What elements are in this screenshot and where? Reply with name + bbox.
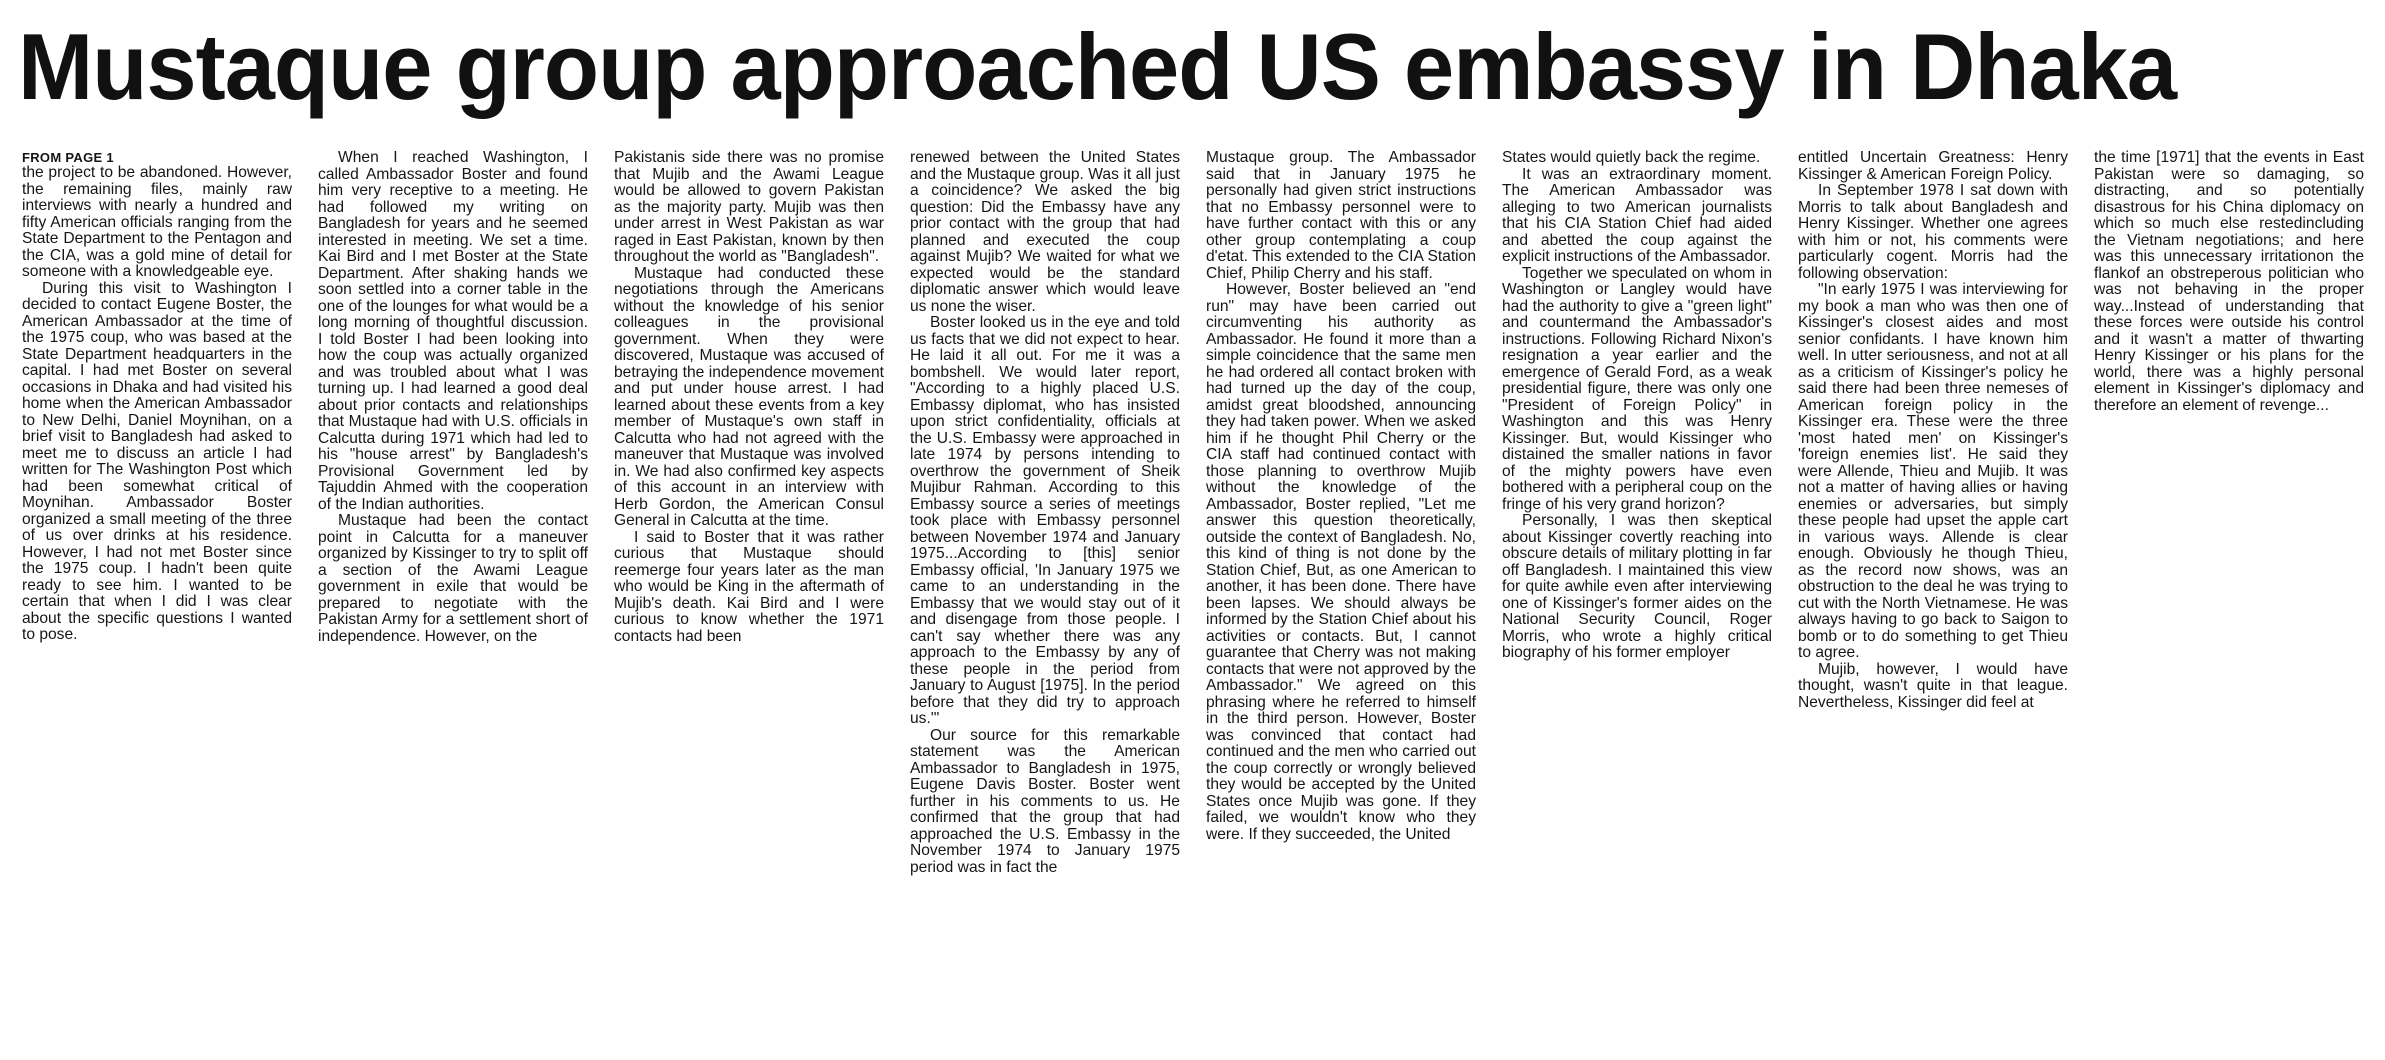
column-5 (1206, 150, 1476, 1050)
paragraph: the project to be abandoned. However, the remaining files, mainly raw interviews with nearly a hundred and fifty American officials ranging from the State Department to the Pentagon and the CIA, was a gold mine of detail for someone with a knowledgeable eye. (22, 164, 292, 280)
column-8 (2094, 150, 2364, 1050)
paragraph: Boster looked us in the eye and told us facts that we did not expect to hear. He laid it all out. For me it was a bombshell. We would later report, "According to a highly placed U.S. Embassy diplomat, who has insisted upon strict confidentiality, officials at the U.S. Embassy were approached in late 1974 by persons intending to overthrow the government of Sheik Mujibur Rahman. According to this Embassy source a series of meetings took place with Embassy personnel between November 1974 and January 1975...According to [this] senior Embassy official, 'In January 1975 we came to an understanding in the Embassy that we would stay out of it and disengage from those people. I can't say whether there was any approach to the Embassy by any of these people in the period from January to August [1975]. In the period before that they did try to approach us.'" (910, 314, 1180, 727)
column-3 (614, 150, 884, 1050)
paragraph: Mustaque had been the contact point in Calcutta for a maneuver organized by Kissinger to try to split off a section of the Awami League government in exile that would be prepared to negotiate with the Pakistan Army for a settlement short of independence. However, on the (318, 512, 588, 645)
paragraph: entitled Uncertain Greatness: Henry Kissinger & American Foreign Policy. (1798, 150, 2068, 183)
paragraph: It was an extraordinary moment. The American Ambassador was alleging to two American journalists that his CIA Station Chief had aided and abetted the coup against the explicit instructions of the Ambassador. (1502, 165, 1772, 265)
paragraph: "In early 1975 I was interviewing for my book a man who was then one of Kissinger's closest aides and most senior confidants. I have known him well. In utter seriousness, and not at all as a criticism of Kissinger's policy he said there had been three nemeses of American foreign policy in the Kissinger era. These were the three 'most hated men' on Kissinger's 'foreign enemies list'. He said they were Allende, Thieu and Mujib. It was not a matter of having allies or having enemies or adversaries, but simply these people had upset the apple cart in various ways. Allende is clear enough. Obviously he though Thieu, as the record now shows, was an obstruction to the deal he was trying to cut with the North Vietnamese. He was always having to go back to Saigon to bomb or to do something to get Thieu to agree. (1798, 281, 2068, 661)
paragraph: When I reached Washington, I called Ambassador Boster and found him very receptive to a meeting. He had followed my writing on Bangladesh for years and he seemed interested in meeting. We set a time. Kai Bird and I met Boster at the State Department. After shaking hands we soon settled into a corner table in the one of the lounges for what would be a long morning of thoughtful discussion. I told Boster I had been looking into how the coup was actually organized and was troubled about what I was turning up. I had learned a good deal about prior contacts and relationships that Mustaque had with U.S. officials in Calcutta during 1971 which had led to his "house arrest" by Bangladesh's Provisional Government led by Tajuddin Ahmed with the cooperation of the Indian authorities. (318, 150, 588, 513)
paragraph: In September 1978 I sat down with Morris to talk about Bangladesh and Henry Kissinger. Whether one agrees with him or not, his comments were particularly cogent. Morris had the following observation: (1798, 182, 2068, 282)
paragraph: During this visit to Washington I decided to contact Eugene Boster, the American Ambassador at the time of the 1975 coup, who was based at the State Department headquarters in the capital. I had met Boster on several occasions in Dhaka and had visited his home when the American Ambassador to New Delhi, Daniel Moynihan, on a brief visit to Bangladesh had asked to meet me to discuss an article I had written for The Washington Post which had been somewhat critical of Moynihan. Ambassador Boster organized a small meeting of the three of us over drinks at his residence. However, I had not met Boster since the 1975 coup. I hadn't been quite ready to see him. I wanted to be certain that when I did I was clear about the specific questions I wanted to pose. (22, 279, 292, 643)
paragraph: Together we speculated on whom in Washington or Langley would have had the authority to give a "green light" and countermand the Ambassador's instructions. Following Richard Nixon's resignation a year earlier and the emergence of Gerald Ford, as a weak presidential figure, there was only one "President of Foreign Policy" in Washington and this was Henry Kissinger. But, would Kissinger who distained the smaller nations in favor of the mighty powers have even bothered with a peripheral coup on the fringe of his very grand horizon? (1502, 264, 1772, 513)
paragraph: Our source for this remarkable statement was the American Ambassador to Bangladesh in 1975, Eugene Davis Boster. Boster went further in his comments to us. He confirmed that the group that had approached the U.S. Embassy in the November 1974 to January 1975 period was in fact the (910, 726, 1180, 876)
paragraph: Mustaque had conducted these negotiations through the Americans without the knowledge of his senior colleagues in the provisional government. When they were discovered, Mustaque was accused of betraying the independence movement and put under house arrest. I had learned about these events from a key member of Mustaque's own staff in Calcutta who had not agreed with the maneuver that Mustaque was involved in. We had also confirmed key aspects of this account in an interview with Herb Gordon, the American Consul General in Calcutta at the time. (614, 264, 884, 529)
paragraph: I said to Boster that it was rather curious that Mustaque should reemerge four years later as the man who would be King in the aftermath of Mujib's death. Kai Bird and I were curious to know whether the 1971 contacts had been (614, 528, 884, 645)
continued-from-label: FROM PAGE 1 (22, 150, 114, 165)
paragraph: Mujib, however, I would have thought, wasn't quite in that league. Nevertheless, Kissinger did feel at (1798, 660, 2068, 711)
column-4 (910, 150, 1180, 1050)
paragraph: Personally, I was then skeptical about Kissinger covertly reaching into obscure details of military plotting in far off Bangladesh. I maintained this view for quite awhile even after interviewing one of Kissinger's former aides on the National Security Council, Roger Morris, who wrote a highly critical biography of his former employer (1502, 512, 1772, 661)
column-1 (22, 150, 292, 1050)
article-body (22, 150, 2367, 1050)
paragraph: States would quietly back the regime. (1502, 150, 1761, 166)
paragraph: renewed between the United States and the Mustaque group. Was it all just a coincidence? We asked the big question: Did the Embassy have any prior contact with the group that had planned and executed the coup against Mujib? We waited for what we expected would be the standard diplomatic answer which would leave us none the wiser. (910, 150, 1180, 315)
paragraph: Pakistanis side there was no promise that Mujib and the Awami League would be allowed to govern Pakistan as the majority party. Mujib was then under arrest in West Pakistan as war raged in East Pakistan, known by then throughout the world as "Bangladesh". (614, 150, 884, 265)
headline: Mustaque group approached US embassy in Dhaka (18, 14, 2177, 119)
paragraph: the time [1971] that the events in East Pakistan were so damaging, so distracting, and so potentially disastrous for his China diplomacy on which so much else restedincluding the Vietnam negotiations; and here was this unnecessary irritationon the flankof an obstreperous politician who was not behaving in the proper way...Instead of understanding that these forces were outside his control and it wasn't a matter of thwarting Henry Kissinger or his plans for the world, there was a highly personal element in Kissinger's diplomacy and therefore an element of revenge... (2094, 150, 2364, 414)
column-2 (318, 150, 588, 1050)
paragraph: However, Boster believed an "end run" may have been carried out circumventing his authority as Ambassador. He found it more than a simple coincidence that the same men he had ordered all contact broken with had turned up the day of the coup, amidst great bloodshed, announcing they had taken power. When we asked him if he thought Phil Cherry or the CIA staff had continued contact with those planning to overthrow Mujib without the knowledge of the Ambassador, Boster replied, "Let me answer this question theoretically, outside the context of Bangladesh. No, this kind of thing is not done by the Station Chief, But, as one American to another, it has been done. There have been lapses. We should always be informed by the Station Chief about his activities or contacts. But, I cannot guarantee that Cherry was not making contacts that were not approved by the Ambassador." We agreed on this phrasing where he referred to himself in the third person. However, Boster was convinced that contact had continued and the men who carried out the coup correctly or wrongly believed they would be accepted by the United States once Mujib was gone. If they failed, we wouldn't know who they were. If they succeeded, the United (1206, 281, 1476, 843)
paragraph: Mustaque group. The Ambassador said that in January 1975 he personally had given strict instructions that no Embassy personnel were to have further contact with this or any other group contemplating a coup d'etat. This extended to the CIA Station Chief, Philip Cherry and his staff. (1206, 150, 1476, 282)
column-7 (1798, 150, 2068, 1050)
column-6 (1502, 150, 1772, 1050)
